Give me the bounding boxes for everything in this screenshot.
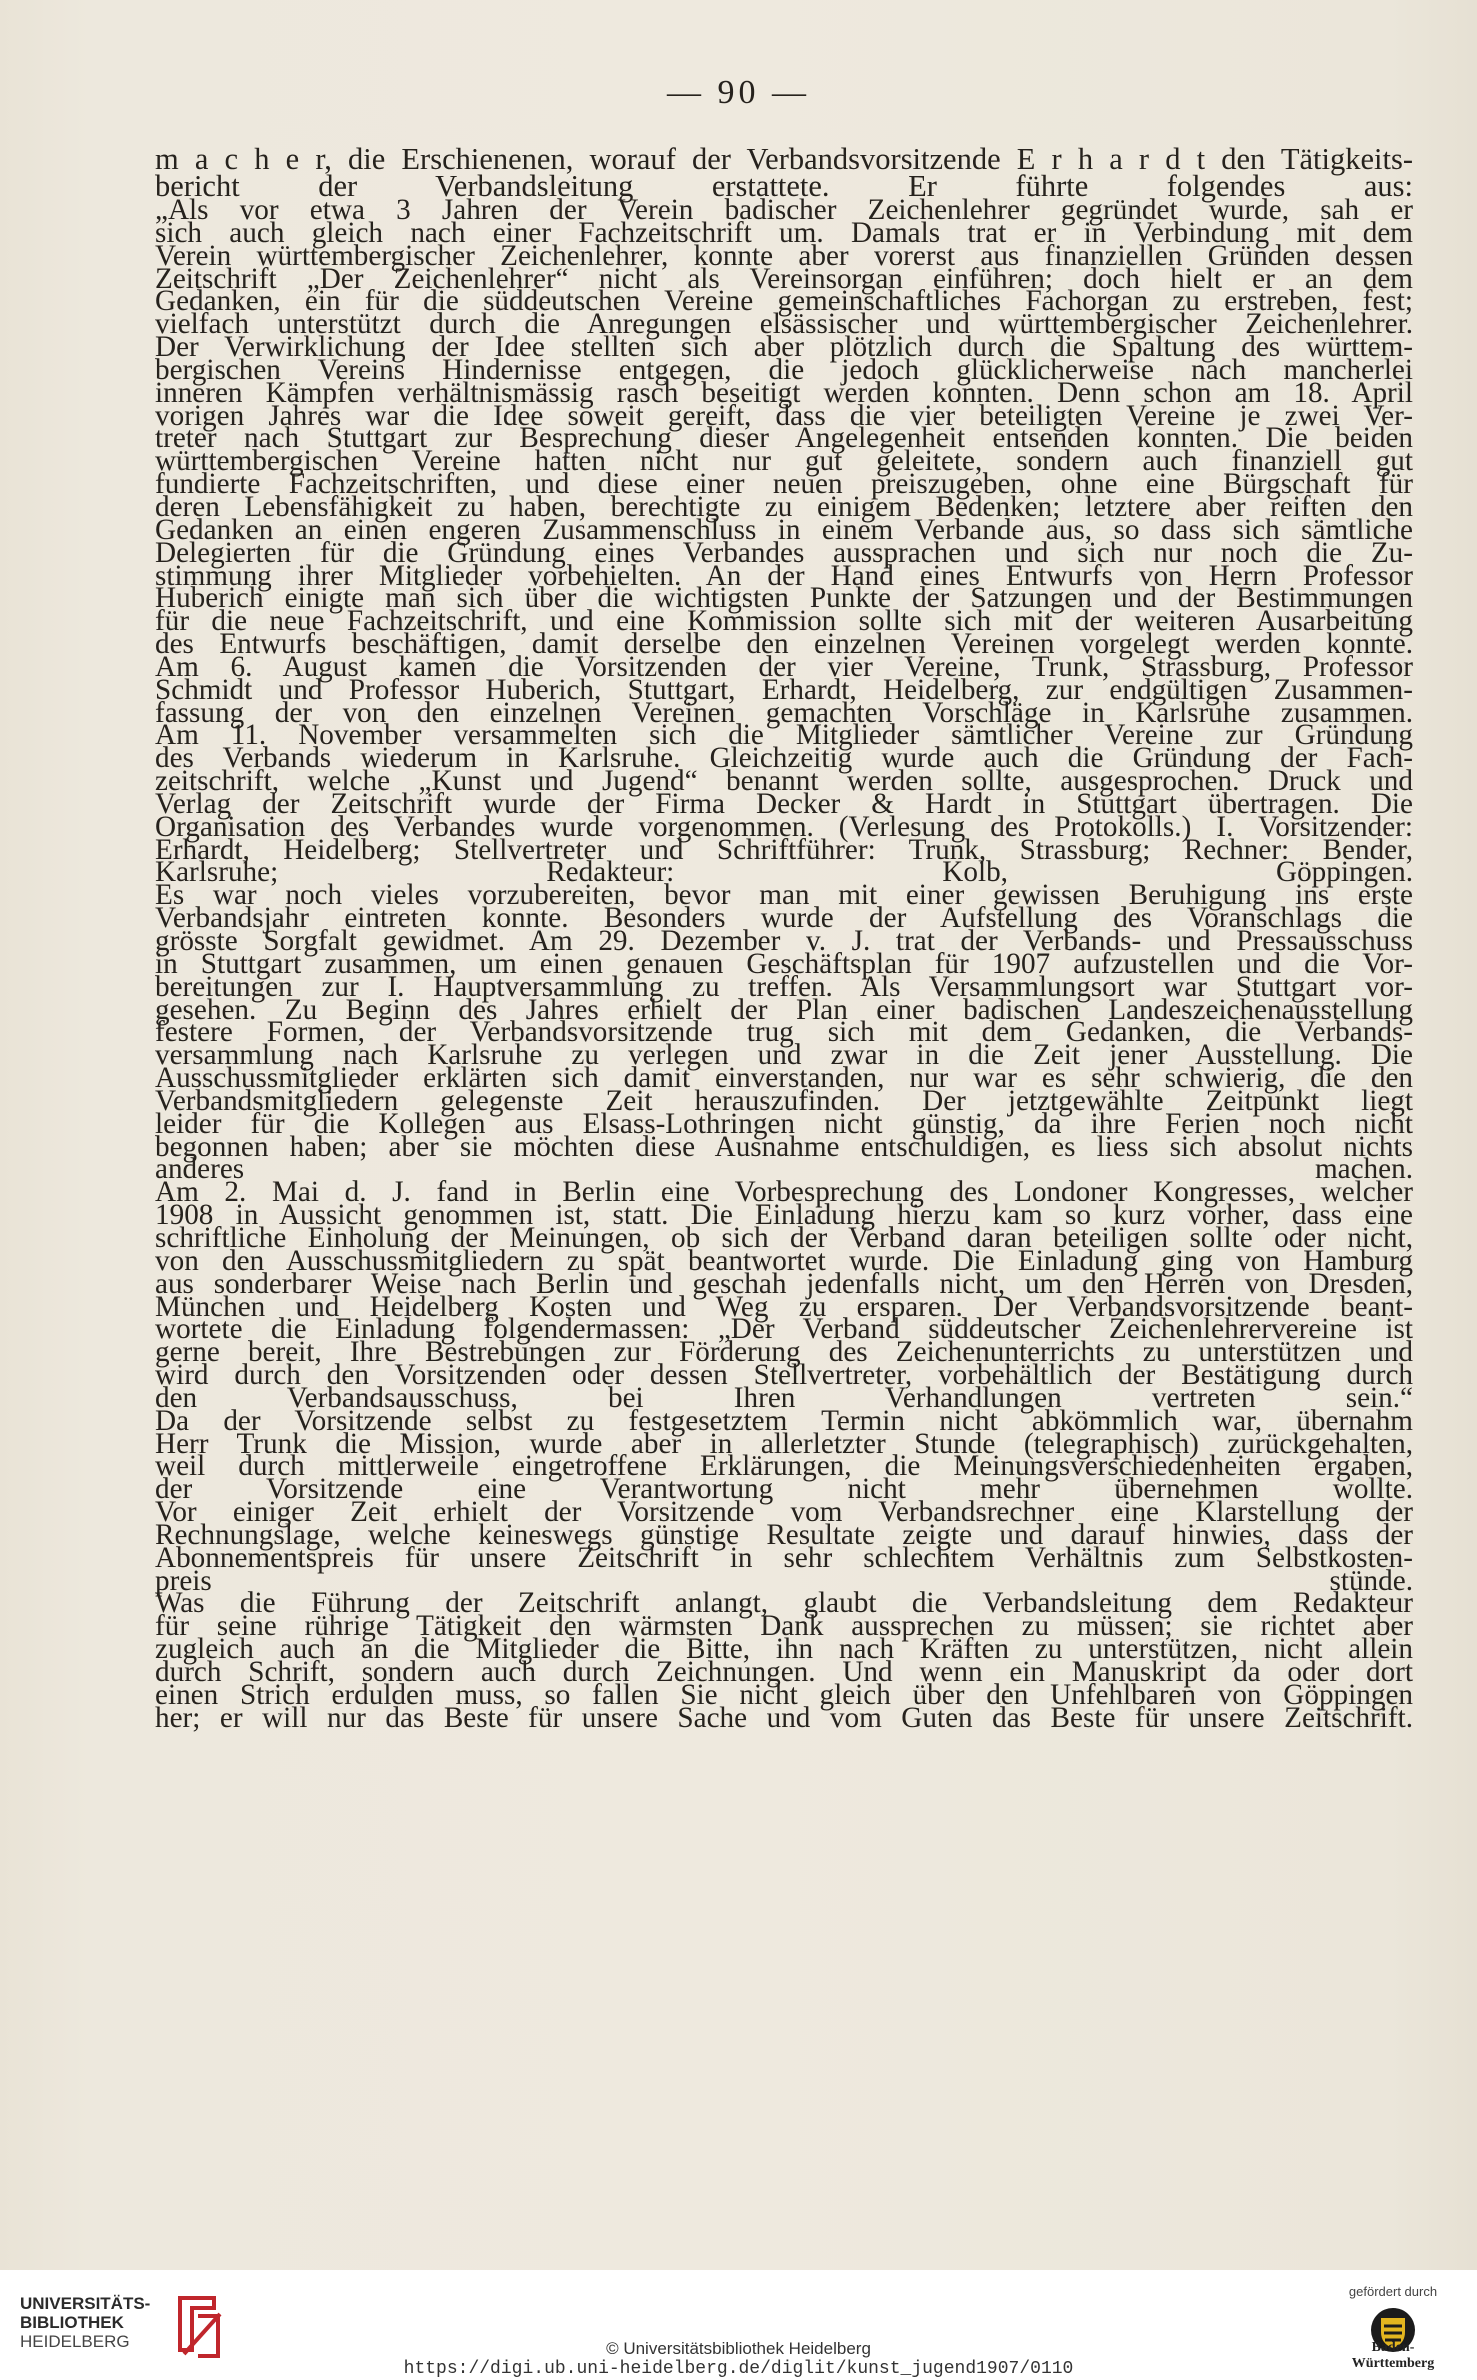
paragraph-accounts: Vor einiger Zeit erhielt der Vorsitzende vom Verbandsrechner eine Klarstellung der Rechnungslage, welche keineswegs günstige Resultate zeigte und darauf hinwies, dass der Abonnementspreis für unsere Zeitschrift in sehr schlechtem Verhältnis zum Selbstkosten- preis stünde. bbox=[155, 1496, 1413, 1597]
copyright-notice: © Universitätsbibliothek Heidelberg bbox=[606, 2339, 871, 2358]
paragraph-november: Am 11. November versammelten sich die Mitglieder sämtlicher Vereine zur Gründung des Verbands wiederum in Karlsruhe. Gleichzeitig wurde auch die Gründung der Fach- zeitschrift, welche „Kunst und Jugend“ benannt werden sollte, ausgesprochen. Druck und Verlag der Zeitschrift wurde der Firma Decker & Hardt in Stuttgart übertragen. Die Organisation des Verbandes wurde vorgenommen. (Verlesung des Protokolls.) I. Vorsitzender: Erhardt, Heidelberg; Stellvertreter und Schriftführer: Trunk, Strassburg; Rechner: Bender, Karlsruhe; Redakteur: Kolb, Göppingen. bbox=[155, 719, 1413, 889]
body-text bbox=[155, 142, 1413, 1734]
funder-logo[interactable] bbox=[1333, 2284, 1453, 2374]
paragraph-august: Am 6. August kamen die Vorsitzenden der vier Vereine, Trunk, Strassburg, Professor Schmidt und Professor Huberich, Stuttgart, Erhardt, Heidelberg, zur endgültigen Zusammen- fassung der von den einzelnen Vereinen gemachten Vorschläge in Karlsruhe zusammen. bbox=[155, 650, 1413, 729]
library-name-line2: BIBLIOTHEK bbox=[20, 2313, 124, 2332]
paragraph-editorial: Was die Führung der Zeitschrift anlangt, glaubt die Verbandsleitung dem Redakteur für seine rührige Tätigkeit den wärmsten Dank aussprechen zu müssen; sie richtet aber zugleich auch an die Mitglieder die Bitte, ihn nach Kräften zu unterstützen, nicht allein durch Schrift, sondern auch durch Zeichnungen. Und wenn ein Manuskript da oder dort einen Strich erdulden muss, so fallen Sie nicht gleich über den Unfehlbaren von Göppingen her; er will nur das Beste für unsere Sache und vom Guten das Beste für unsere Zeitschrift. bbox=[155, 1587, 1413, 1734]
paragraph-intro: m a c h e r, die Erschienenen, worauf der Verbandsvorsitzende E r h a r d t den Tätigkeits- bericht der Verbandsleitung erstattete. Er führte folgendes aus: bbox=[155, 142, 1413, 203]
page-number: — 90 — bbox=[667, 74, 810, 111]
paragraph-mission: Da der Vorsitzende selbst zu festgesetztem Termin nicht abkömmlich war, übernahm Herr Trunk die Mission, wurde aber in allerletzter Stunde (telegraphisch) zurückgehalten, weil durch mittlerweile eingetroffene Erklärungen, die Meinungsverschiedenheiten ergaben, der Vorsitzende eine Verantwortung nicht mehr übernehmen wollte. bbox=[155, 1404, 1413, 1506]
library-name-line1: UNIVERSITÄTS- bbox=[20, 2294, 151, 2313]
funder-name: Baden-Württemberg bbox=[1351, 2340, 1435, 2371]
footer-bar bbox=[0, 2270, 1477, 2380]
paragraph-preparation: Es war noch vieles vorzubereiten, bevor man mit einer gewissen Beruhigung ins erste Verbandsjahr eintreten konnte. Besonders wurde der Aufstellung des Voranschlags die grösste Sorgfalt gewidmet. Am 29. Dezember v. J. trat der Verbands- und Pressausschuss in Stuttgart zusammen, um einen genauen Geschäftsplan für 1907 aufzustellen und die Vor- bereitungen zur I. Hauptversammlung zu treffen. Als Versammlungsort war Stuttgart vor- gesehen. Zu Beginn des Jahres erhielt der Plan einer badischen Landeszeichenausstellung festere Formen, der Verbandsvorsitzende trug sich mit dem Gedanken, die Verbands- versammlung nach Karlsruhe zu verlegen und zwar in die Zeit jener Ausstellung. Die Ausschussmitglieder erklärten sich damit einverstanden, nur war es sehr schwierig, die den Verbandsmitgliedern gelegenste Zeit herauszufinden. Der jetztgewählte Zeitpunkt liegt leider für die Kollegen aus Elsass-Lothringen nicht günstig, da ihre Ferien noch nicht begonnen haben; aber sie möchten diese Ausnahme entschuldigen, es liess sich absolut nichts anderes machen. bbox=[155, 879, 1413, 1186]
paragraph-report: „Als vor etwa 3 Jahren der Verein badischer Zeichenlehrer gegründet wurde, sah er sich auch gleich nach einer Fachzeitschrift um. Damals trat er in Verbindung mit dem Verein württembergischer Zeichenlehrer, konnte aber vorerst aus finanziellen Gründen dessen Zeitschrift „Der Zeichenlehrer“ nicht als Vereinsorgan einführen; doch hielt er an dem Gedanken, ein für die süddeutschen Vereine gemeinschaftliches Fachorgan zu erstreben, fest; vielfach unterstützt durch die Anregungen elsässischer und württembergischer Zeichenlehrer. Der Verwirklichung der Idee stellten sich aber plötzlich durch die Spaltung des württem- bergischen Vereins Hindernisse entgegen, die jedoch glücklicherweise nach mancherlei inneren Kämpfen verhältnismässig rasch beseitigt werden konnten. Denn schon am 18. April vorigen Jahres war die Idee soweit gereift, dass die vier beteiligten Vereine je zwei Ver- treter nach Stuttgart zur Besprechung dieser Angelegenheit entsenden konnten. Die beiden württembergischen Vereine hatten nicht nur gut geleitete, sondern auch finanziell gut fundierte Fachzeitschriften, und diese einer neuen preiszugeben, ohne eine Bürgschaft für deren Lebensfähigkeit zu haben, berechtigte zu einigem Bedenken; letztere aber reiften den Gedanken an einen engeren Zusammenschluss in einem Verbande aus, so dass sich sämtliche Delegierten für die Gründung eines Verbandes aussprachen und sich nur noch die Zu- stimmung ihrer Mitglieder vorbehielten. An der Hand eines Entwurfs von Herrn Professor Huberich einigte man sich über die wichtigsten Punkte der Satzungen und der Bestimmungen für die neue Fachzeitschrift, und eine Kommission sollte sich mit der weiteren Ausarbeitung des Entwurfs beschäftigen, damit derselbe den einzelnen Vereinen vorgelegt werden konnte. bbox=[155, 194, 1413, 661]
permalink[interactable]: https://digi.ub.uni-heidelberg.de/diglit/kunst_jugend1907/0110 bbox=[403, 2359, 1074, 2379]
funded-by-label: gefördert durch bbox=[1348, 2284, 1438, 2299]
paragraph-berlin: Am 2. Mai d. J. fand in Berlin eine Vorbesprechung des Londoner Kongresses, welcher 1908 in Aussicht genommen ist, statt. Die Einladung hierzu kam so kurz vorher, dass eine schriftliche Einholung der Meinungen, ob sich der Verband daran beteiligen sollte oder nicht, von den Ausschussmitgliedern zu spät beantwortet wurde. Die Einladung ging von Hamburg aus sonderbarer Weise nach Berlin und geschah jedenfalls nicht, um den Herren von Dresden, München und Heidelberg Kosten und Weg zu ersparen. Der Verbandsvorsitzende beant- wortete die Einladung folgendermassen: „Der Verband süddeutscher Zeichenlehrervereine ist gerne bereit, Ihre Bestrebungen zur Förderung des Zeichenunterrichts zu unterstützen und wird durch den Vorsitzenden oder dessen Stellvertreter, vorbehältlich der Bestätigung durch den Verbandsausschuss, bei Ihren Verhandlungen vertreten sein.“ bbox=[155, 1176, 1413, 1414]
library-name-line3: HEIDELBERG bbox=[20, 2332, 130, 2351]
